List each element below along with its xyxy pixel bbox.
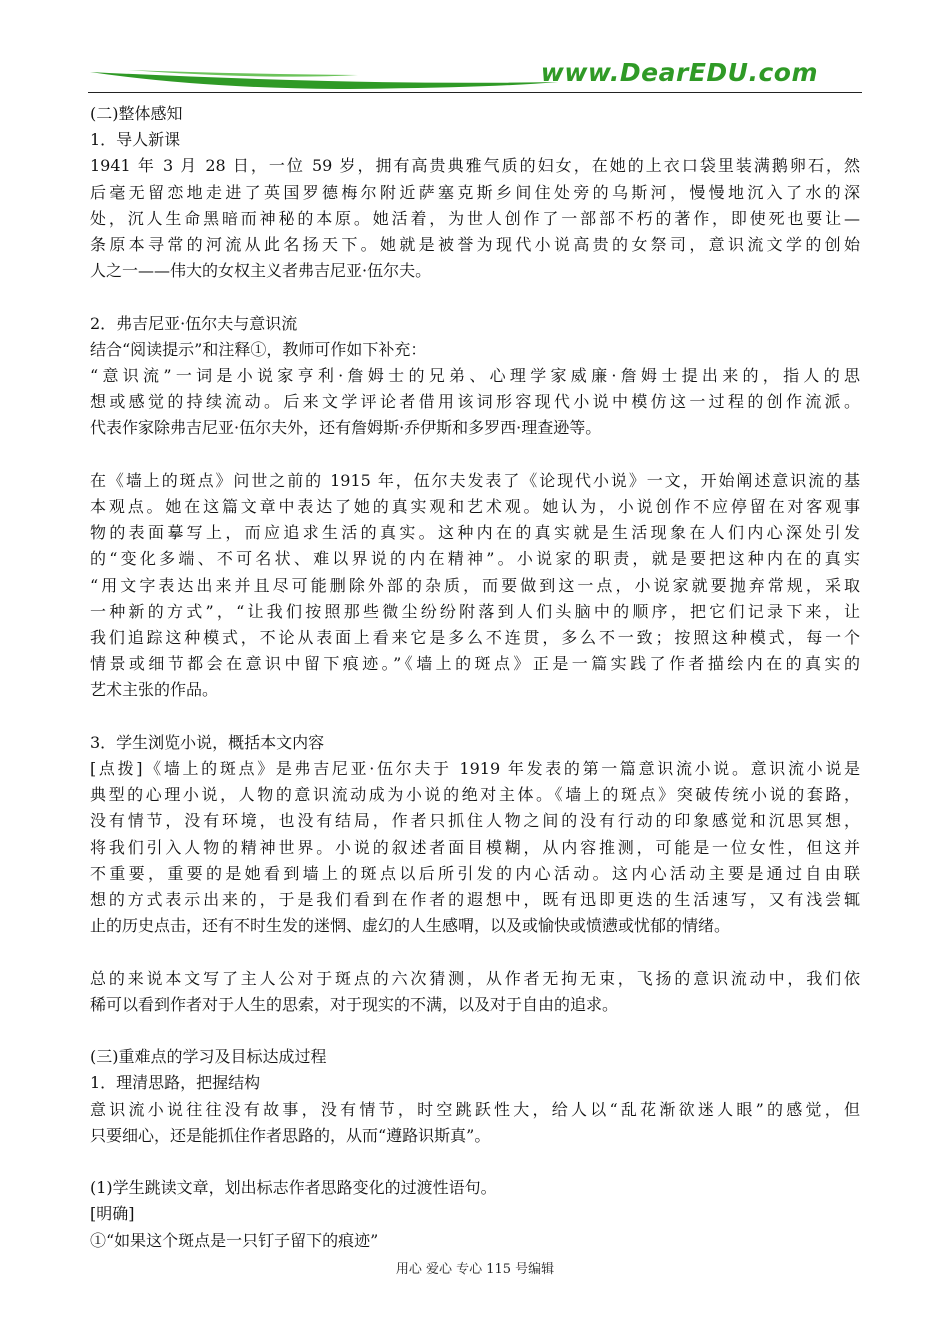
page-footer: 用心 爱心 专心 115 号编辑 (395, 1262, 555, 1277)
answer-item: ①“如果这个斑点是一只钉子留下的痕迹” (90, 1230, 379, 1250)
paragraph-line: 只要细心，还是能抓住作者思路的，从而“遵路识斯真”。 (90, 1125, 491, 1145)
paragraph-line: 意识流小说往往没有故事，没有情节，时空跳跃性大，给人以“乱花渐欲迷人眼”的感觉，但 (90, 1099, 860, 1119)
paragraph-line: 典型的心理小说，人物的意识流动成为小说的绝对主体。《墙上的斑点》突破传统小说的套路， (90, 785, 860, 805)
section-2-3-heading: 3．学生浏览小说，概括本文内容 (90, 732, 325, 752)
paragraph-line: 后毫无留恋地走进了英国罗德梅尔附近萨塞克斯乡间住处旁的乌斯河，慢慢地沉入了水的深 (90, 182, 860, 202)
paragraph-line: 总的来说本文写了主人公对于斑点的六次猜测，从作者无拘无束，飞扬的意识流动中，我们依 (90, 968, 860, 988)
paragraph-line: 处，沉人生命黑暗而神秘的本原。她活着，为世人创作了一部部不朽的著作，即使死也要让— (90, 208, 860, 228)
paragraph-line: 艺术主张的作品。 (90, 680, 219, 700)
paragraph-line: 情景或细节都会在意识中留下痕迹。”《墙上的斑点》正是一篇实践了作者描绘内在的真实的 (90, 654, 860, 674)
header-rule (88, 92, 862, 93)
paragraph-line: [点拨]《墙上的斑点》是弗吉尼亚·伍尔夫于 1919 年发表的第一篇意识流小说。意识流小说是 (90, 759, 860, 779)
paragraph-line: 代表作家除弗吉尼亚·伍尔夫外，还有詹姆斯·乔伊斯和多罗西·理查逊等。 (90, 418, 602, 438)
paragraph-line: 物的表面摹写上，而应追求生活的真实。这种内在的真实就是生活现象在人们内心深处引发 (90, 523, 860, 543)
paragraph-line: 我们追踪这种模式，不论从表面上看来它是多么不连贯，多么不一致；按照这种模式，每一个 (90, 628, 860, 648)
paragraph-line: 1941 年 3 月 28 日，一位 59 岁，拥有高贵典雅气质的妇女，在她的上衣口袋里装满鹅卵石，然 (90, 156, 860, 176)
paragraph-line: 稀可以看到作者对于人生的思索，对于现实的不满，以及对于自由的追求。 (90, 994, 619, 1014)
paragraph-line: 条原本寻常的河流从此名扬天下。她就是被誉为现代小说高贵的女祭司，意识流文学的创始 (90, 235, 860, 255)
page-header (88, 58, 862, 96)
paragraph-line: 人之一——伟大的女权主义者弗吉尼亚·伍尔夫。 (90, 261, 432, 281)
paragraph-line: 在《墙上的斑点》问世之前的 1915 年，伍尔夫发表了《论现代小说》一文，开始阐述意识流的基 (90, 470, 860, 490)
paragraph-line: “用文字表达出来并且尽可能删除外部的杂质，而要做到这一点，小说家就要抛弃常规，采取 (90, 575, 860, 595)
paragraph-line: 想的方式表示出来的，于是我们看到在作者的遐想中，既有迅即更迭的生活速写，又有浅尝辄 (90, 890, 860, 910)
section-2-1-heading: 1．导人新课 (90, 130, 181, 150)
paragraph-line: “意识流”一词是小说家亨利·詹姆士的兄弟、心理学家威廉·詹姆士提出来的，指人的思 (90, 366, 860, 386)
document-body (90, 101, 860, 1254)
site-logo-text[interactable]: www.DearEDU.com (540, 58, 818, 87)
paragraph-line: 没有情节，没有环境，也没有结局，作者只抓住人物之间的没有行动的印象感觉和沉思冥想， (90, 811, 860, 831)
answer-label: [明确] (90, 1204, 135, 1224)
section-2-2-heading: 2．弗吉尼亚·伍尔夫与意识流 (90, 313, 298, 333)
paragraph-line: 止的历史点击，还有不时生发的迷惘、虚幻的人生感喟，以及或愉快或愤懑或忧郁的情绪。 (90, 916, 731, 936)
paragraph-line: 的“变化多端、不可名状、难以界说的内在精神”。小说家的职责，就是要把这种内在的真实 (90, 549, 860, 569)
section-2-title: (二)整体感知 (90, 104, 183, 123)
paragraph-line: 不重要，重要的是她看到墙上的斑点以后所引发的内心活动。这内心活动主要是通过自由联 (90, 863, 860, 883)
paragraph-line: 本观点。她在这篇文章中表达了她的真实观和艺术观。她认为，小说创作不应停留在对客观事 (90, 497, 860, 517)
paragraph-line: 结合“阅读提示”和注释①，教师可作如下补充： (90, 339, 427, 359)
section-3-1-heading: 1．理清思路，把握结构 (90, 1073, 261, 1093)
section-3-title: (三)重难点的学习及目标达成过程 (90, 1047, 327, 1067)
paragraph-line: 一种新的方式”，“让我们按照那些微尘纷纷附落到人们头脑中的顺序，把它们记录下来，让 (90, 601, 860, 621)
task-line: (1)学生跳读文章，划出标志作者思路变化的过渡性语句。 (90, 1178, 497, 1198)
paragraph-line: 将我们引入人物的精神世界。小说的叙述者面目模糊，从内容推测，可能是一位女性，但这并 (90, 837, 860, 857)
paragraph-line: 想或感觉的持续流动。后来文学评论者借用该词形容现代小说中模仿这一过程的创作流派。 (90, 392, 860, 412)
